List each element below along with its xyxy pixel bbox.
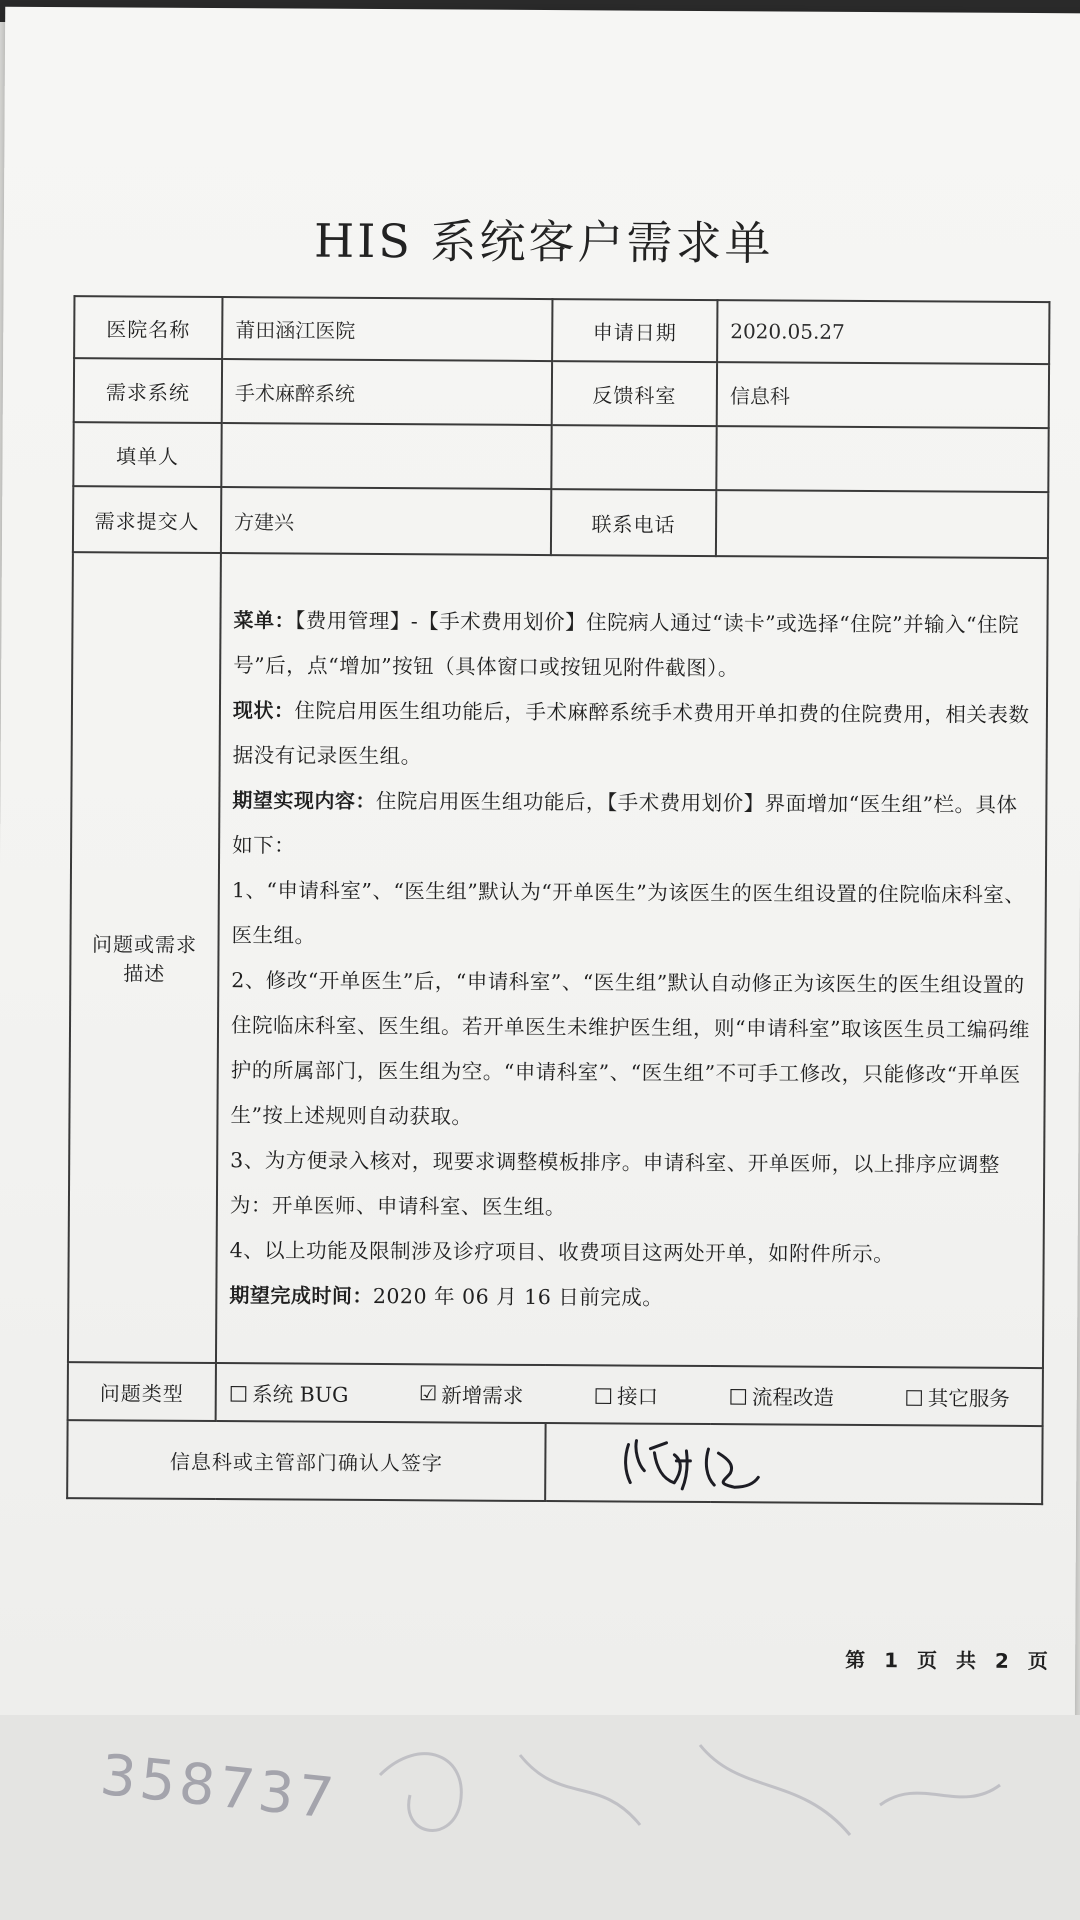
feedback-dept-label: 反馈科室	[552, 361, 717, 426]
item-2: 2、修改“开单医生”后，“申请科室”、“医生组”默认自动修正为该医生的医生组设置的住院临床科室、医生组。若开单医生未维护医生组，则“申请科室”取该医生员工编码维护的所属部门，医生组为空。“申请科室”、“医生组”不可手工修改，只能修改“开单医生”按上述规则自动获取。	[230, 968, 1031, 1129]
phone-value	[716, 490, 1048, 558]
issue-type-options	[229, 1377, 1030, 1412]
status-label: 现状：	[232, 698, 295, 723]
row-issue-type	[68, 1362, 1043, 1426]
issue-type-option[interactable]	[229, 1377, 349, 1408]
form-title: HIS 系统客户需求单	[313, 213, 774, 271]
hospital-name-value: 莆田涵江医院	[222, 297, 552, 361]
menu-paragraph	[233, 598, 1035, 693]
confirm-label: 信息科或主管部门确认人签字	[67, 1420, 545, 1501]
hospital-name-label: 医院名称	[74, 296, 222, 359]
issue-type-label: 问题类型	[68, 1362, 216, 1421]
filler-value	[221, 423, 551, 489]
system-label: 需求系统	[74, 358, 222, 423]
issue-type-option-label: 系统 BUG	[252, 1382, 349, 1407]
apply-date-label: 申请日期	[552, 299, 717, 362]
feedback-dept-value: 信息科	[717, 362, 1049, 428]
page-number: 第 1 页 共 2 页	[845, 1647, 1054, 1674]
requirement-form-table	[66, 295, 1050, 1505]
deadline-text: 2020 年 06 月 16 日前完成。	[372, 1283, 664, 1310]
system-value: 手术麻醉系统	[222, 359, 552, 425]
menu-text: 【费用管理】-【手术费用划价】住院病人通过“读卡”或选择“住院”并输入“住院号”后，点“增加”按钮（具体窗口或按钮见附件截图）。	[233, 608, 1020, 681]
description-label-line2: 描述	[123, 961, 166, 986]
row-description	[68, 552, 1048, 1368]
description-label-line1: 问题或需求	[91, 932, 198, 957]
expect-label: 期望实现内容：	[232, 788, 376, 813]
apply-date-value: 2020.05.27	[717, 300, 1049, 364]
issue-type-option[interactable]	[419, 1378, 524, 1409]
document-page	[0, 7, 1080, 1729]
background-scribbles	[0, 1715, 1080, 1920]
item-3: 3、为方便录入核对，现要求调整模板排序。申请科室、开单医师，以上排序应调整为：开单医师、申请科室、医生组。	[229, 1148, 1000, 1220]
underlying-paper	[0, 1715, 1080, 1920]
issue-type-option-label: 其它服务	[927, 1386, 1010, 1411]
issue-type-option-label: 接口	[617, 1384, 659, 1409]
handwritten-signature	[558, 1430, 818, 1496]
issue-type-option-label: 新增需求	[441, 1383, 524, 1408]
expect-paragraph	[232, 778, 1034, 873]
row-system	[74, 358, 1049, 428]
submitter-label: 需求提交人	[73, 486, 221, 553]
item-4: 4、以上功能及限制涉及诊疗项目、收费项目这两处开单，如附件所示。	[229, 1238, 895, 1267]
issue-type-option[interactable]	[728, 1380, 834, 1411]
menu-label: 菜单：	[233, 608, 296, 633]
item-1: 1、“申请科室”、“医生组”默认为“开单医生”为该医生的医生组设置的住院临床科室、医生组。	[231, 878, 1026, 948]
issue-type-option-label: 流程改造	[751, 1385, 834, 1410]
empty-value-cell	[716, 426, 1048, 492]
row-submitter	[73, 486, 1048, 558]
checkbox-icon[interactable]: □	[228, 1380, 249, 1405]
filler-label: 填单人	[73, 422, 221, 487]
description-content	[216, 553, 1048, 1368]
issue-type-option[interactable]	[594, 1379, 659, 1409]
issue-type-option[interactable]	[904, 1381, 1010, 1412]
row-filler	[73, 422, 1048, 492]
row-hospital	[74, 296, 1049, 364]
checkbox-icon[interactable]: □	[728, 1383, 749, 1408]
description-label	[68, 552, 221, 1363]
submitter-value: 方建兴	[221, 487, 551, 555]
checked-box-icon[interactable]: ☑	[418, 1381, 438, 1406]
issue-type-options-cell	[216, 1363, 1043, 1426]
phone-label: 联系电话	[551, 489, 716, 556]
status-paragraph	[233, 688, 1035, 783]
checkbox-icon[interactable]: □	[904, 1384, 924, 1409]
background-scribble-number: 358737	[97, 1742, 341, 1833]
checkbox-icon[interactable]: □	[593, 1382, 614, 1407]
deadline-label: 期望完成时间：	[229, 1283, 373, 1308]
expect-text: 住院启用医生组功能后，【手术费用划价】界面增加“医生组”栏。具体如下：	[232, 788, 1018, 858]
status-text: 住院启用医生组功能后，手术麻醉系统手术费用开单扣费的住院费用，相关表数据没有记录医生组。	[232, 698, 1030, 769]
deadline-paragraph	[229, 1273, 1030, 1323]
row-confirm	[67, 1420, 1042, 1504]
empty-label-cell	[551, 425, 716, 490]
signature-cell	[545, 1423, 1042, 1504]
